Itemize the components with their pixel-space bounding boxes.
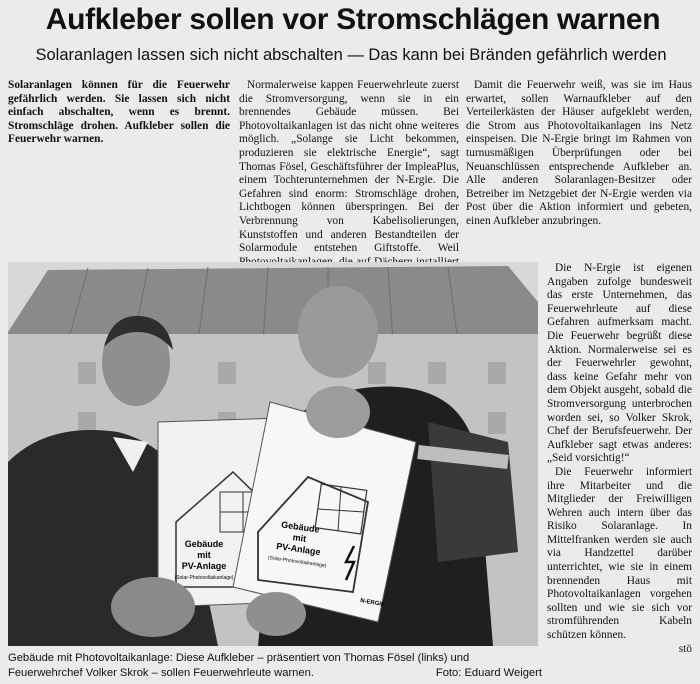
sticker-right-line2: mit xyxy=(292,532,307,544)
article-column-3 xyxy=(466,79,692,259)
sticker-right-brand: N-ERGIE xyxy=(359,598,386,609)
sticker-right-line3: PV-Anlage xyxy=(275,540,322,558)
subheadline: Solaranlagen lassen sich nicht abschalten — Das kann bei Bränden gefährlich werden xyxy=(35,46,667,64)
photo-caption xyxy=(8,651,542,681)
headline: Aufkleber sollen vor Stromschlägen warnen xyxy=(45,3,661,36)
sticker-left-line3: PV-Anlage xyxy=(181,561,227,571)
sticker-left-line1: Gebäude xyxy=(184,539,224,549)
article-paragraph-1: Normalerweise kappen Feuerwehrleute zuerst die Stromversorgung, wenn sie in ein brennendes Gebäude müssen. Bei Photovoltaikanlagen ist das nicht ohne weiteres möglich. „Solange sie Licht bekommen, produzieren sie elektrische Energie“, sagt Thomas Fösel, Geschäftsführer der ImpleaPlus, einem Tochterunternehmen der N-Ergie. Die Gefahren sind enorm: Stromschläge drohen, Lichtbogen können überspringen. Bei der Verbrennung von Kabelisolierungen, Kunststoffen und anderen Bestandteilen der Solarmodule entstehen Giftstoffe. Weil xyxy=(239,79,459,255)
article-paragraph-3: Die N-Ergie ist eigenen Angaben zufolge bundesweit das erste Unternehmen, das Feuerwehrleute auf diese Gefahren aufmerksam macht. Die Feuerwehr begrüßt diese Aktion. Normalerweise sei es der Feuerwehrler gewohnt, dass keine Gefahr mehr von dem Objekt ausgeht, sobald die Stromversorgung unterbrochen worden sei, so Volker Skrok, Chef der Berufsfeuerwehr. Der Aufkleber sagt etwas anderes: „Seid vorsichtig!“ xyxy=(547,262,692,465)
article-column-3-continued xyxy=(547,262,692,680)
article-author: stö xyxy=(678,642,692,655)
article-paragraph-4: Die Feuerwehr informiert ihre Mitarbeiter und die Mitglieder der Freiwilligen Wehren auch intern über das Risiko Solaranlage. In Mittelfranken werden sie auch via Handzettel darüber unterrichtet, wie sie in einem brennenden Haus mit Photovoltaikanlagen vorgehen sollten und wie sie sich vor stromführenden Kabeln schützen können. xyxy=(547,465,692,642)
article-lead: Solaranlagen können für die Feuerwehr gefährlich werden. Sie lassen sich nicht einfach abschalten, wenn es brennt. Stromschläge drohen. Aufkleber sollen die Feuerwehr warnen. xyxy=(8,79,230,146)
article-column-1 xyxy=(8,79,230,255)
photo-credit: Foto: Eduard Weigert xyxy=(435,667,542,679)
caption-line-1: Gebäude mit Photovoltaikanlage: Diese Aufkleber – präsentiert von Thomas Fösel (links) und xyxy=(8,652,470,664)
caption-line-2: Feuerwehrchef Volker Skrok – sollen Feuerwehrleute warnen. xyxy=(8,667,314,679)
news-photo xyxy=(8,262,538,646)
article-column-2 xyxy=(239,79,459,255)
sticker-right-small: (Solar-Photovoltaikanlage) xyxy=(267,554,327,570)
photo-illustration xyxy=(8,262,538,646)
sticker-left-line2: mit xyxy=(197,550,211,560)
article-paragraph-2: Damit die Feuerwehr weiß, was sie im Haus erwartet, sollen Warnaufkleber auf den Verteilerkästen der Häuser aufgeklebt werden, die Strom aus Photovoltaikanlagen ins Netz einspeisen. Die N-Ergie bringt im Rahmen von turnusmäßigen Überprüfungen oder bei Neuanschlüssen entsprechende Aufkleber an. Alle anderen Solaranlagen-Besitzer oder Betreiber im Netzgebiet der N-Ergie werden via Post über die Aktion informiert und gebeten, einen Aufkleber anzubringen. xyxy=(466,79,692,227)
sticker-right-line1: Gebäude xyxy=(280,519,321,535)
sticker-left-small: (Solar-Photovoltaikanlage) xyxy=(174,575,234,581)
